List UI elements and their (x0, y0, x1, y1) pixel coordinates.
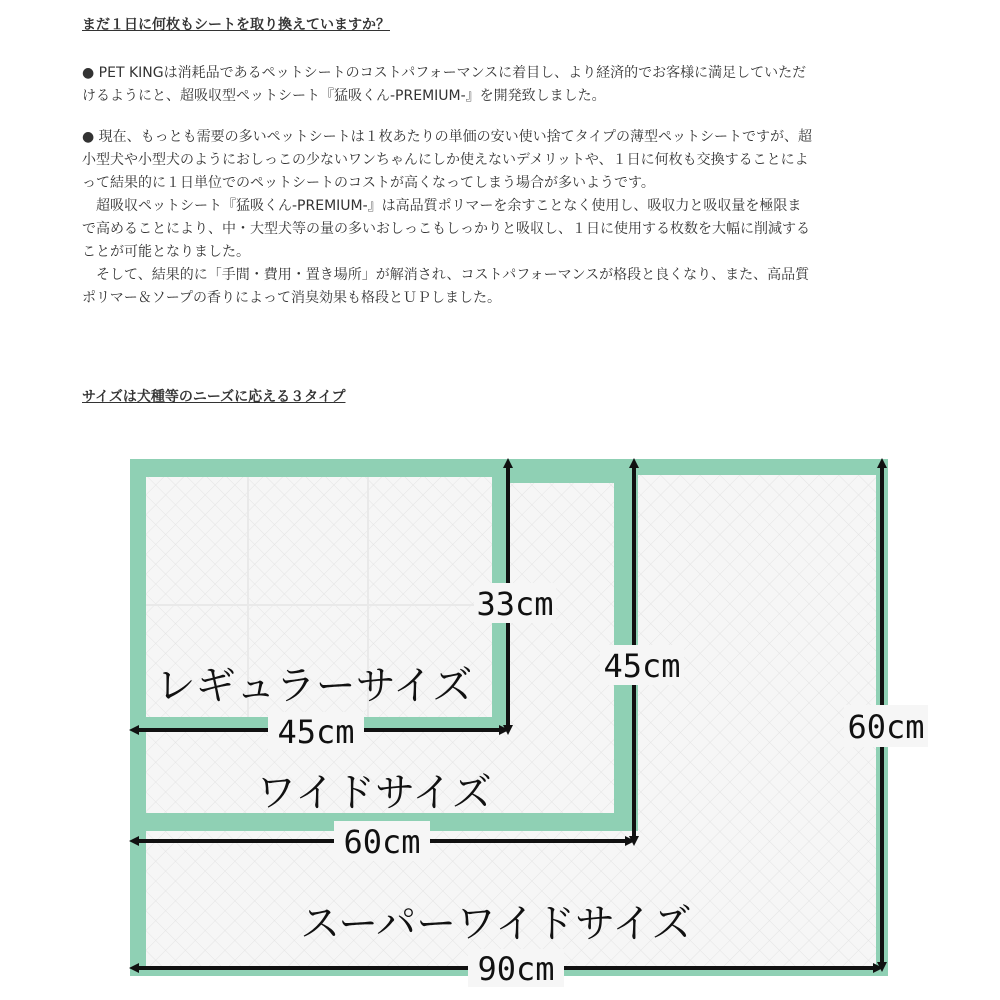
wide-size-name: ワイドサイズ (256, 770, 492, 816)
pet-sheet-size-diagram (126, 455, 925, 988)
paragraph-details (82, 126, 952, 310)
super-wide-height-label: 60cm (847, 708, 925, 746)
heading-retake-question: まだ１日に何枚もシートを取り換えていますか？ (82, 17, 390, 33)
wide-width-label: 60cm (343, 823, 421, 861)
regular-size-name: レギュラーサイズ (155, 663, 473, 709)
paragraph-line: って結果的に１日単位でのペットシートのコストが高くなってしまう場合が多いようです。 (82, 175, 655, 191)
paragraph-line: けるようにと、超吸収型ペットシート『猛吸くん-PREMIUM-』を開発致しました。 (82, 88, 606, 104)
paragraph-line: 超吸収ペットシート『猛吸くん-PREMIUM-』は高品質ポリマーを余すことなく使用し、吸収力と吸収量を極限ま (96, 198, 802, 214)
paragraph-line: ● 現在、もっとも需要の多いペットシートは１枚あたりの単価の安い使い捨てタイプの薄型ペットシートですが、超 (82, 129, 812, 145)
paragraph-line: ポリマー＆ソープの香りによって消臭効果も格段とＵＰしました。 (82, 290, 502, 306)
super-wide-size-name: スーパーワイドサイズ (300, 901, 692, 947)
paragraph-line: ことが可能となりました。 (82, 244, 250, 260)
wide-height-label: 45cm (603, 647, 681, 685)
paragraph-line: そして、結果的に「手間・費用・置き場所」が解消され、コストパフォーマンスが格段と良くなり、また、高品質 (96, 267, 810, 283)
regular-height-label: 33cm (476, 585, 554, 623)
paragraph-line: ● PET KINGは消耗品であるペットシートのコストパフォーマンスに着目し、より経済的でお客様に満足していただ (82, 65, 807, 81)
regular-width-label: 45cm (277, 713, 355, 751)
paragraph-line: で高めることにより、中・大型犬等の量の多いおしっこもしっかりと吸収し、１日に使用する枚数を大幅に削減する (82, 221, 810, 237)
super-wide-width-label: 90cm (477, 950, 555, 988)
paragraph-intro (82, 62, 952, 108)
paragraph-line: 小型犬や小型犬のようにおしっこの少ないワンちゃんにしか使えないデメリットや、１日に何枚も交換することによ (82, 152, 809, 168)
heading-three-types: サイズは犬種等のニーズに応える３タイプ (82, 389, 346, 405)
